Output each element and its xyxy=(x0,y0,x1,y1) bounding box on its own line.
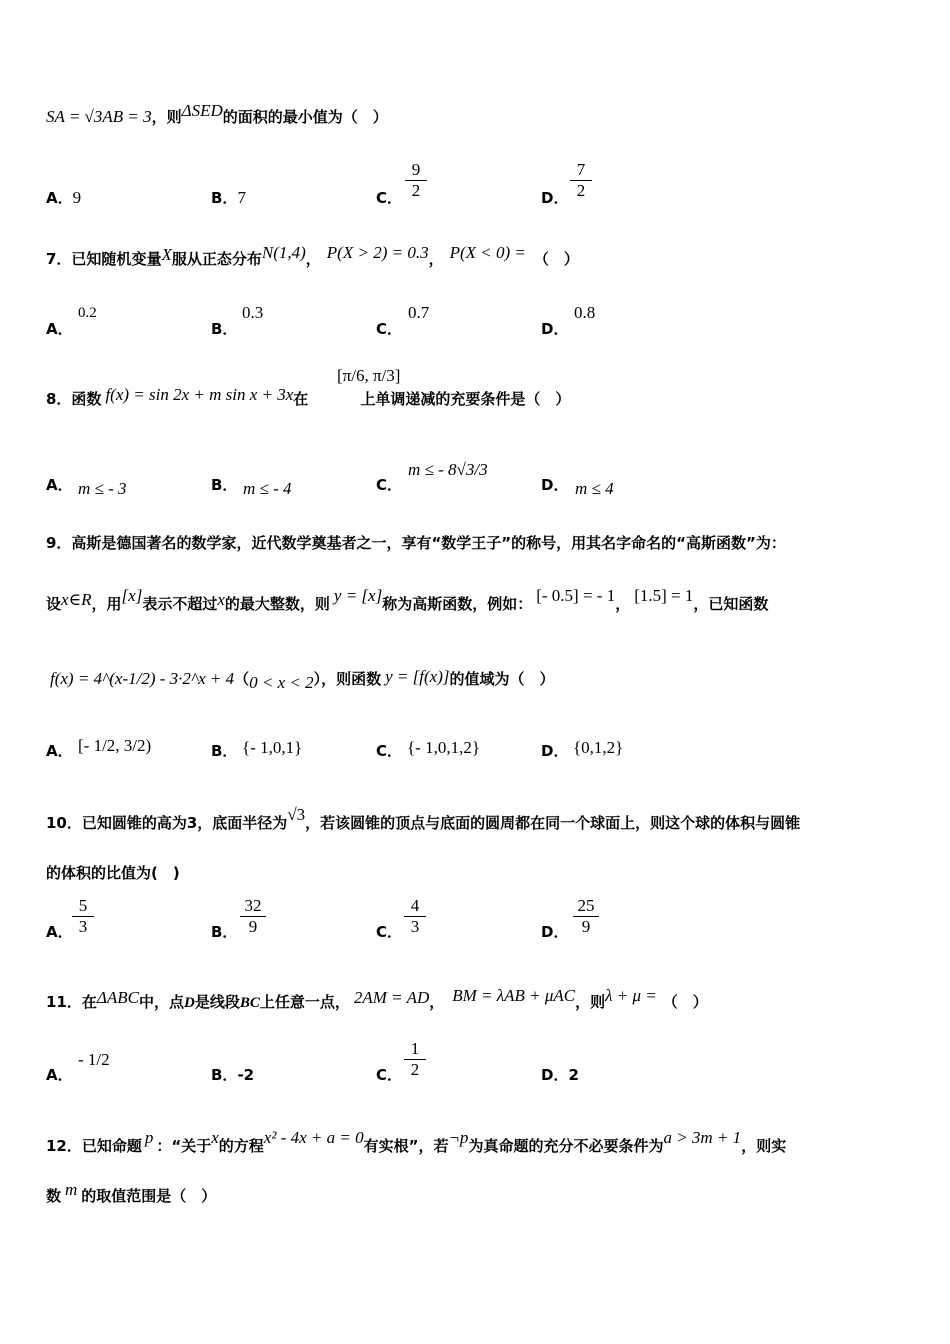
q9-option-b-value: {- 1,0,1} xyxy=(242,738,303,757)
q7-stem: 7．已知随机变量X服从正态分布N(1,4)， P(X > 2) = 0.3， P(X < 0) = （ ） xyxy=(46,243,579,268)
q10-option-c[interactable]: C． xyxy=(376,923,403,941)
q10-option-a[interactable]: A． xyxy=(46,923,73,941)
q6-option-d[interactable]: D． xyxy=(541,189,569,207)
q6-stem-math2: ΔSED xyxy=(181,101,223,120)
q8-option-d[interactable]: D． xyxy=(541,476,569,494)
q7-option-a-value: 0.2 xyxy=(78,305,97,321)
q10-option-a-fraction: $\frac{5}{3}$ xyxy=(72,896,94,937)
q11-option-c[interactable]: C． xyxy=(376,1066,403,1084)
q9-line2: 设x∈R，用[x]表示不超过x的最大整数，则 y = [x]称为高斯函数，例如： [- 0.5] = - 1， [1.5] = 1，已知函数 xyxy=(46,586,769,613)
q6-stem-tail: 的面积的最小值为（ ） xyxy=(222,108,388,126)
q8-option-b[interactable]: B． xyxy=(211,476,238,494)
q8-option-c-value: m ≤ - 8√3/3 xyxy=(408,460,488,479)
q10-option-d[interactable]: D． xyxy=(541,923,569,941)
q6-option-b[interactable]: B．7 xyxy=(211,188,246,207)
q9-option-b[interactable]: B． xyxy=(211,742,238,760)
q8-option-c[interactable]: C． xyxy=(376,476,403,494)
q12-line1: 12．已知命题 p ：“关于x的方程x² - 4x + a = 0有实根”，若¬p为真命题的充分不必要条件为a > 3m + 1，则实 xyxy=(46,1128,787,1155)
q8-option-d-value: m ≤ 4 xyxy=(575,479,614,498)
q6-option-d-fraction: $\frac{7}{2}$ xyxy=(570,160,592,201)
q6-stem xyxy=(46,101,388,127)
q10-option-d-fraction: $\frac{25}{9}$ xyxy=(573,896,599,937)
q9-option-c[interactable]: C． xyxy=(376,742,403,760)
q8-interval-text: [π/6, π/3] xyxy=(337,366,401,385)
q7-option-d[interactable]: D． xyxy=(541,320,569,338)
q6-option-c[interactable]: C． xyxy=(376,189,403,207)
q9-option-a[interactable]: A． xyxy=(46,742,73,760)
q10-option-b[interactable]: B． xyxy=(211,923,238,941)
q7-option-c[interactable]: C． xyxy=(376,320,403,338)
q9-line3: f(x) = 4^(x-1/2) - 3·2^x + 4（0 < x < 2），则函数 y = [f(x)]的值域为（ ） xyxy=(50,667,555,692)
q7-option-b-value: 0.3 xyxy=(242,303,264,322)
q10-line2: 的体积的比值为( ) xyxy=(46,864,180,882)
q7-option-b[interactable]: B． xyxy=(211,320,238,338)
q11-stem: 11．在ΔABC中，点D是线段BC上任意一点， 2AM = AD， BM = λAB + μAC，则λ + μ = （ ） xyxy=(46,986,708,1011)
q8-option-a[interactable]: A． xyxy=(46,476,73,494)
q9-option-d-value: {0,1,2} xyxy=(573,738,624,757)
q12-line2: 数 m 的取值范围是（ ） xyxy=(46,1180,217,1205)
q7-option-d-value: 0.8 xyxy=(574,303,596,322)
q9-option-c-value: {- 1,0,1,2} xyxy=(407,738,480,757)
q6-stem-math: SA = √3AB = 3 xyxy=(46,107,152,126)
q9-line1: 9．高斯是德国著名的数学家，近代数学奠基者之一，享有“数学王子”的称号，用其名字命名的“高斯函数”为： xyxy=(46,534,786,552)
q11-option-a-value: - 1/2 xyxy=(78,1050,110,1069)
q9-option-a-value: [- 1/2, 3/2) xyxy=(78,736,152,755)
q6-stem-text: ，则 xyxy=(151,108,182,126)
q11-option-b[interactable]: B．-2 xyxy=(211,1066,255,1084)
q8-option-a-value: m ≤ - 3 xyxy=(78,479,127,498)
q6-option-c-fraction: $\frac{9}{2}$ xyxy=(405,160,427,201)
q6-option-a[interactable]: A．9 xyxy=(46,188,82,207)
q11-option-a[interactable]: A． xyxy=(46,1066,73,1084)
q7-option-a[interactable]: A． xyxy=(46,320,73,338)
q8-option-b-value: m ≤ - 4 xyxy=(243,479,292,498)
q11-option-d[interactable]: D．2 xyxy=(541,1066,579,1084)
q10-option-c-fraction: $\frac{4}{3}$ xyxy=(404,896,426,937)
q8-stem: 8．函数 f(x) = sin 2x + m sin x + 3x在 上单调递减的充要条件是（ ） xyxy=(46,385,571,408)
q10-line1: 10．已知圆锥的高为3，底面半径为√3，若该圆锥的顶点与底面的圆周都在同一个球面上，则这个球的体积与圆锥 xyxy=(46,805,801,832)
q7-option-c-value: 0.7 xyxy=(408,303,430,322)
q9-option-d[interactable]: D． xyxy=(541,742,569,760)
q11-option-c-fraction: $\frac{1}{2}$ xyxy=(404,1039,426,1080)
q10-option-b-fraction: $\frac{32}{9}$ xyxy=(240,896,266,937)
